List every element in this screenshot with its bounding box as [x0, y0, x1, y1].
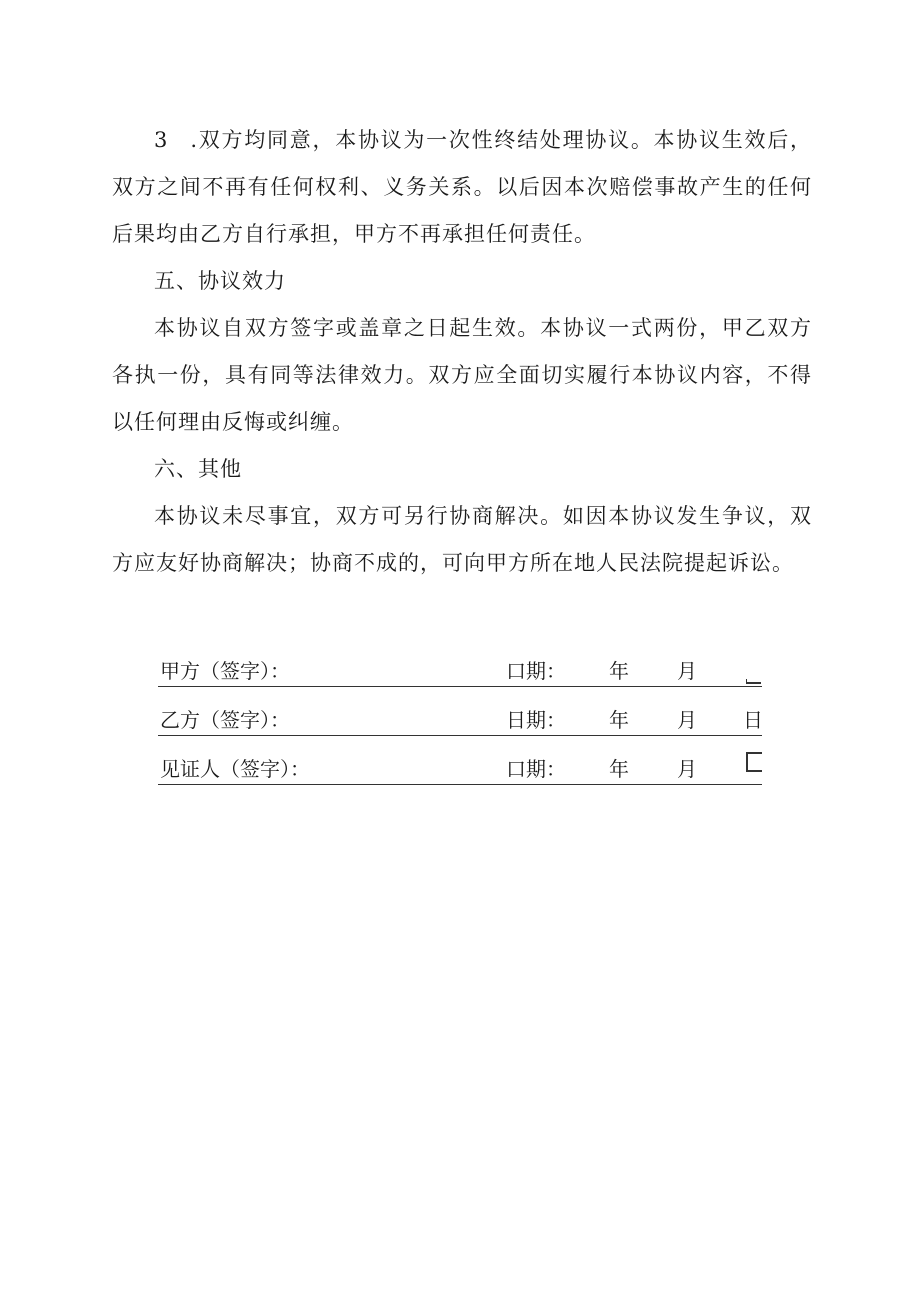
section-5-heading: 五、协议效力	[154, 269, 286, 293]
party-a-month-label: 月	[677, 659, 697, 683]
signature-row-party-b	[158, 687, 762, 736]
section-5-paragraph: 本协议自双方签字或盖章之日起生效。本协议一式两份，甲乙双方各执一份，具有同等法律效力。双方应全面切实履行本协议内容，不得以任何理由反悔或纠缠。	[112, 316, 812, 434]
witness-signature-label: 见证人（签字）：	[160, 757, 310, 781]
party-b-signature-label: 乙方（签字）：	[160, 708, 290, 732]
clause-3-paragraph: 3 .双方均同意，本协议为一次性终结处理协议。本协议生效后，双方之间不再有任何权利、义务关系。以后因本次赔偿事故产生的任何后果均由乙方自行承担，甲方不再承担任何责任。	[112, 128, 812, 246]
section-6-heading: 六、其他	[154, 457, 242, 481]
witness-date-label: 口期：	[506, 757, 566, 781]
party-a-date-label: 口期：	[506, 659, 566, 683]
party-a-year-label: 年	[609, 659, 629, 683]
witness-month-label: 月	[677, 757, 697, 781]
party-b-date-label: 日期：	[506, 708, 566, 732]
signature-row-witness	[158, 736, 762, 785]
section-6-paragraph: 本协议未尽事宜，双方可另行协商解决。如因本协议发生争议，双方应友好协商解决；协商不成的，可向甲方所在地人民法院提起诉讼。	[112, 504, 812, 575]
signature-row-party-a	[158, 638, 762, 687]
witness-day-mark	[746, 752, 762, 772]
witness-year-label: 年	[609, 757, 629, 781]
party-a-day-mark	[746, 679, 761, 684]
party-b-year-label: 年	[609, 708, 629, 732]
party-b-day-label: 日	[743, 708, 763, 732]
agreement-body	[112, 117, 812, 587]
party-b-month-label: 月	[677, 708, 697, 732]
signature-table	[158, 638, 762, 785]
party-a-signature-label: 甲方（签字）：	[160, 659, 290, 683]
